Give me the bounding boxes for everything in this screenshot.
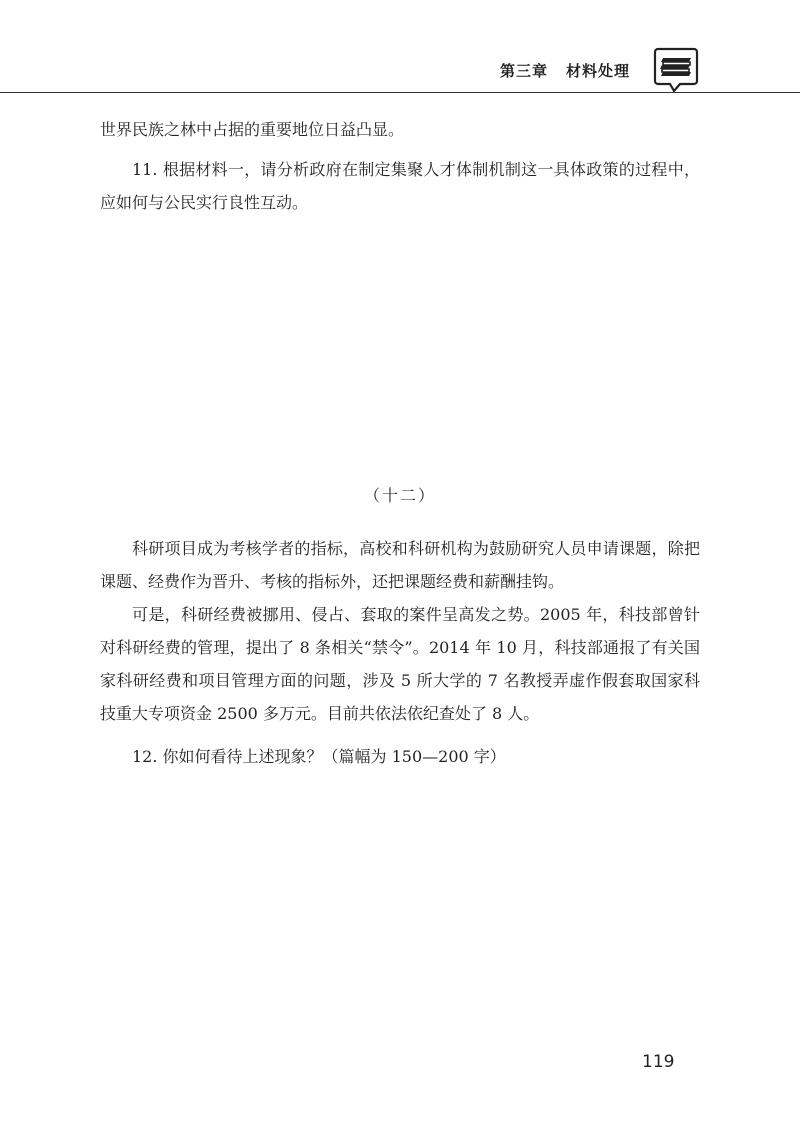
question-11: 11. 根据材料一，请分析政府在制定集聚人才体制机制这一具体政策的过程中，应如何与公民实行良性互动。 [100, 160, 700, 212]
material-paragraph-2: 可是，科研经费被挪用、侵占、套取的案件呈高发之势。2005 年，科技部曾针对科研经费的管理，提出了 8 条相关“禁令”。2014 年 10 月，科技部通报了有关国家科研经费和项目管理方面的问题，涉及 5 所大学的 7 名教授弄虚作假套取国家科技重大专项资金 2500 多万元。目前共依法依纪查处了 8 人。 [100, 605, 700, 723]
material-paragraph-1: 科研项目成为考核学者的指标，高校和科研机构为鼓励研究人员申请课题，除把课题、经费作为晋升、考核的指标外，还把课题经费和薪酬挂钩。 [100, 539, 700, 591]
chapter-title: 材料处理 [565, 62, 630, 80]
question-12: 12. 你如何看待上述现象？（篇幅为 150—200 字） [132, 747, 506, 766]
chapter-number: 第三章 [499, 62, 548, 80]
book-stack-icon [652, 45, 700, 93]
page-number: 119 [642, 1052, 675, 1072]
continuation-text: 世界民族之林中占据的重要地位日益凸显。 [100, 120, 405, 139]
header-divider [0, 92, 800, 93]
running-header [500, 60, 630, 81]
section-heading: （十二） [363, 486, 436, 505]
